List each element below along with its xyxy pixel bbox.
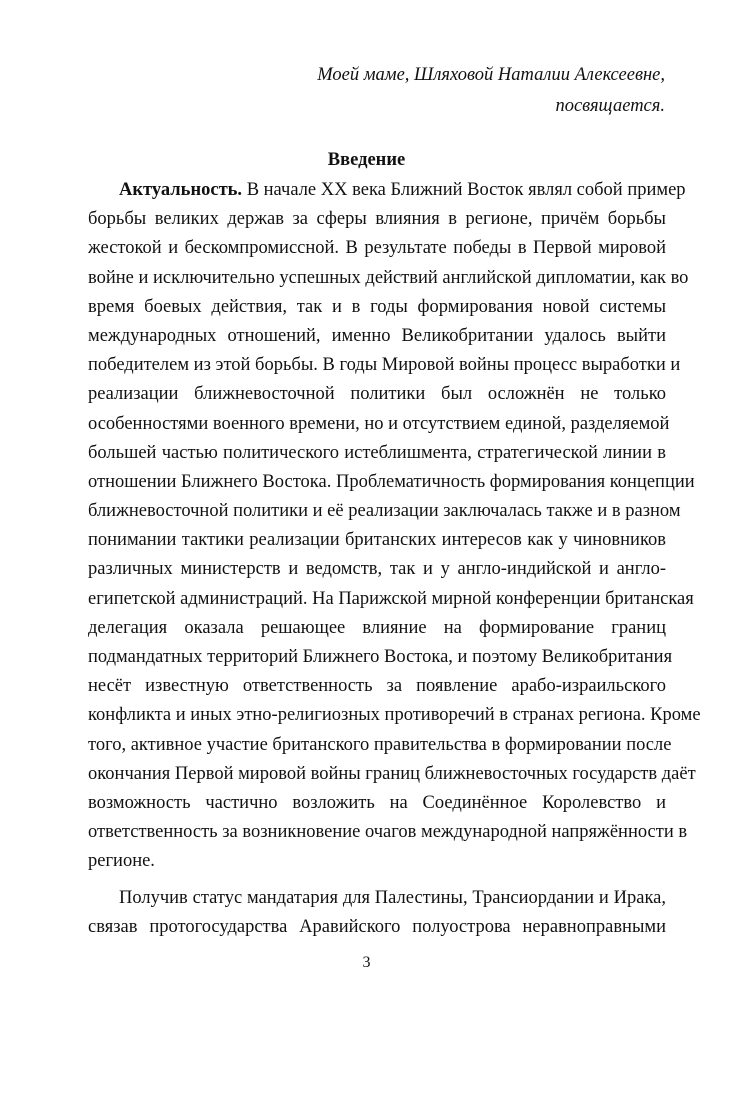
paragraph-1-line: особенностями военного времени, но и отсутствием единой, разделяемой (88, 413, 670, 434)
dedication-line-1: Моей маме, Шляховой Наталии Алексеевне, (317, 65, 665, 85)
paragraph-1-line: ответственность за возникновение очагов международной напряжённости в (88, 822, 688, 843)
paragraph-1-line: ближневосточной политики и её реализации заключалась также и в разном (88, 501, 681, 522)
paragraph-1-line: время боевых действия, так и в годы формирования новой системы (88, 296, 666, 317)
paragraph-1-line: войне и исключительно успешных действий английской дипломатии, как во (88, 267, 689, 288)
paragraph-1-line: большей частью политического истеблишмента, стратегической линии в (88, 442, 666, 463)
paragraph-1-line: понимании тактики реализации британских интересов как у чиновников (88, 530, 666, 551)
paragraph-1-line: того, активное участие британского правительства в формировании после (88, 734, 672, 755)
paragraph-lead: Актуальность. (119, 180, 243, 200)
paragraph-1-line: реализации ближневосточной политики был осложнён не только (88, 384, 666, 405)
section-heading: Введение (327, 150, 406, 170)
dedication-line-2: посвящается. (555, 96, 665, 116)
paragraph-1-line: египетской администраций. На Парижской мирной конференции британская (88, 588, 694, 609)
paragraph-1-line: различных министерств и ведомств, так и у англо-индийской и англо- (88, 559, 666, 580)
paragraph-1-line: борьбы великих держав за сферы влияния в регионе, причём борьбы (88, 209, 666, 230)
paragraph-1-line: отношении Ближнего Востока. Проблематичность формирования концепции (88, 471, 695, 492)
paragraph-1-line: международных отношений, именно Великобритании удалось выйти (88, 325, 666, 346)
paragraph-1-line: регионе. (88, 851, 155, 872)
paragraph-1-line: делегация оказала решающее влияние на формирование границ (88, 617, 666, 638)
paragraph-1-line: возможность частично возложить на Соединённое Королевство и (88, 792, 666, 813)
paragraph-1-line: конфликта и иных этно-религиозных противоречий в странах региона. Кроме (88, 705, 701, 726)
paragraph-1-line: окончания Первой мировой войны границ ближневосточных государств даёт (88, 763, 696, 784)
paragraph-2-line: Получив статус мандатария для Палестины, Трансиордании и Ирака, (119, 887, 666, 908)
paragraph-1-line: несёт известную ответственность за появление арабо-израильского (88, 676, 666, 697)
paragraph-1-line: победителем из этой борьбы. В годы Мировой войны процесс выработки и (88, 355, 681, 376)
paragraph-gap (88, 877, 666, 884)
body-text (88, 176, 701, 942)
page-number: 3 (362, 954, 371, 971)
paragraph-1-line: жестокой и бескомпромиссной. В результате победы в Первой мировой (88, 238, 666, 259)
paragraph-1-first-line-text: В начале XX века Ближний Восток являл собой пример (242, 180, 686, 200)
dedication (317, 60, 665, 122)
paragraph-1-line (88, 176, 686, 205)
paragraph-2-line: связав протогосударства Аравийского полуострова неравноправными (88, 916, 666, 937)
paragraph-1-line: подмандатных территорий Ближнего Востока, и поэтому Великобритания (88, 647, 673, 667)
